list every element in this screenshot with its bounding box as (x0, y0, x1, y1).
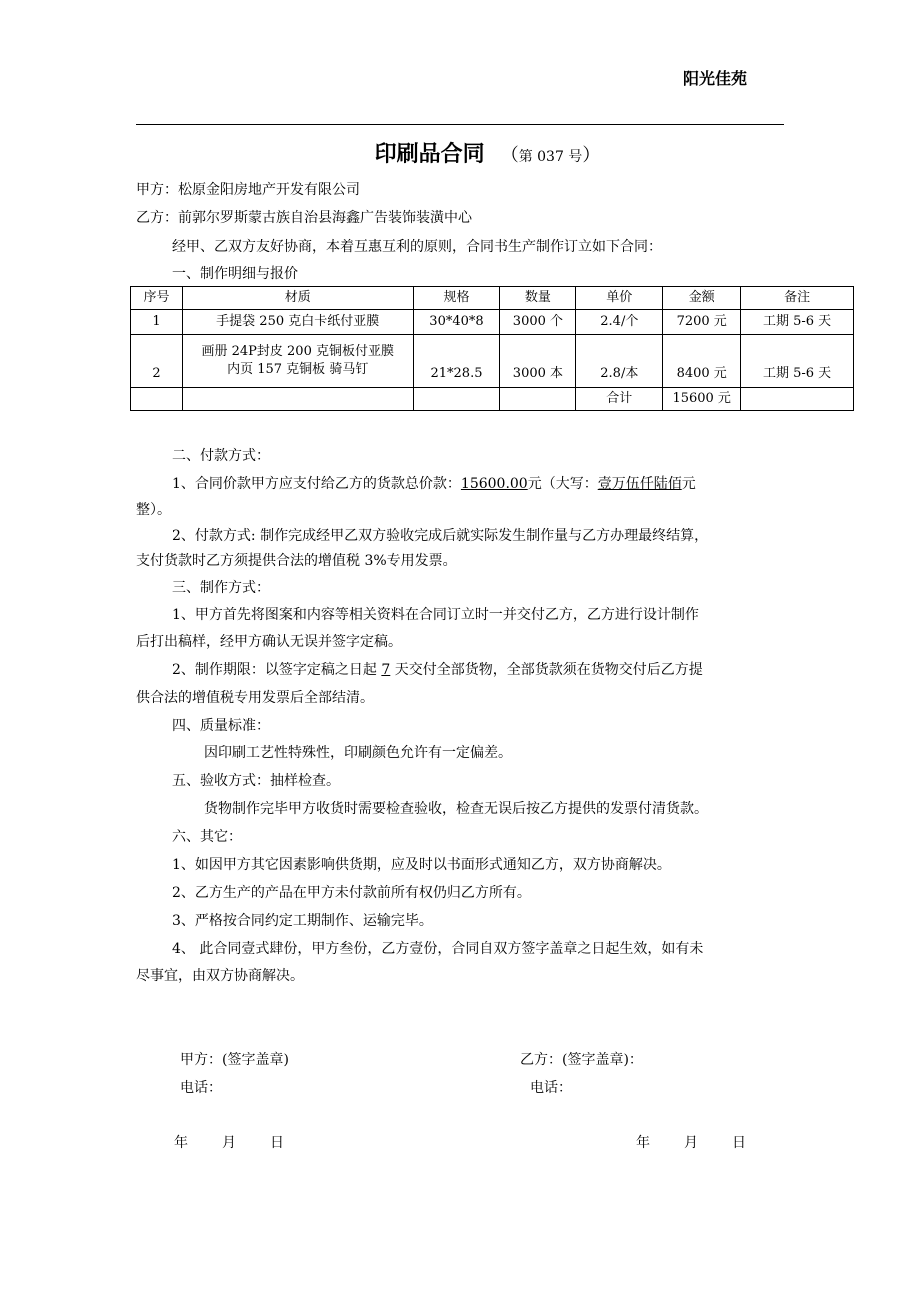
party-a-phone: 电话： (180, 1080, 222, 1096)
row-note: 工期 5-6 天 (741, 310, 854, 335)
row-quantity: 3000 个 (500, 310, 576, 335)
party-a-date-year: 年 (174, 1135, 188, 1151)
row-amount: 8400 元 (663, 335, 741, 388)
row-spec: 30*40*8 (413, 310, 500, 335)
total-label: 合计 (576, 388, 663, 411)
section5-title: 五、验收方式：抽样检查。 (172, 773, 340, 789)
table-total-row (131, 388, 854, 411)
row-number: 2 (131, 335, 183, 388)
party-b-date-day: 日 (732, 1135, 746, 1151)
header-rule (136, 124, 784, 125)
payment-words: 壹万伍仟陆佰 (597, 476, 682, 492)
party-a: 甲方：松原金阳房地产开发有限公司 (136, 182, 360, 198)
party-a-signature: 甲方：(签字盖章) (180, 1052, 289, 1068)
row-unit-price: 2.4/个 (576, 310, 663, 335)
document-title (0, 137, 920, 168)
other-item-4b: 尽事宜，由双方协商解决。 (136, 968, 304, 984)
table-header-cell: 单价 (576, 287, 663, 310)
deadline-prefix: 2、制作期限：以签字定稿之日起 (172, 662, 382, 678)
table-header-cell: 序号 (131, 287, 183, 310)
section2-title: 二、付款方式： (172, 448, 270, 464)
deadline-days: 7 (381, 662, 391, 678)
row-unit-price: 2.8/本 (576, 335, 663, 388)
row-material-line1: 画册 24P封皮 200 克铜板付亚膜 (201, 344, 394, 359)
other-item-3: 3、严格按合同约定工期制作、运输完毕。 (172, 913, 433, 929)
payment-amount: 15600.00 (460, 476, 528, 492)
row-material: 手提袋 250 克白卡纸付亚膜 (182, 310, 413, 335)
total-value: 15600 元 (663, 388, 741, 411)
table-header-cell: 金额 (663, 287, 741, 310)
payment-line-2b: 支付货款时乙方须提供合法的增值税 3%专用发票。 (136, 553, 457, 569)
section4-title: 四、质量标准： (172, 718, 270, 734)
make-line-1b: 后打出稿样，经甲方确认无误并签字定稿。 (136, 634, 402, 650)
party-b-date-month: 月 (684, 1135, 698, 1151)
table-row (131, 335, 854, 388)
table-header-cell: 备注 (741, 287, 854, 310)
section3-title: 三、制作方式： (172, 580, 270, 596)
items-table (130, 286, 854, 411)
other-item-2: 2、乙方生产的产品在甲方未付款前所有权仍归乙方所有。 (172, 885, 531, 901)
payment-mid: 元（大写： (527, 476, 598, 492)
make-line-1a: 1、甲方首先将图案和内容等相关资料在合同订立时一并交付乙方，乙方进行设计制作 (172, 607, 699, 623)
contract-number: 第 037 号 (518, 149, 583, 165)
section6-title: 六、其它： (172, 829, 242, 845)
row-material-line2: 内页 157 克铜板 骑马钉 (227, 362, 369, 377)
row-number: 1 (131, 310, 183, 335)
make-line-2a (172, 660, 703, 680)
empty-cell (182, 388, 413, 411)
table-header-cell: 规格 (413, 287, 500, 310)
payment-suffix: 元 (681, 476, 696, 492)
intro-text: 经甲、乙双方友好协商，本着互惠互利的原则，合同书生产制作订立如下合同： (172, 239, 662, 255)
empty-cell (413, 388, 500, 411)
brand-name: 阳光佳苑 (683, 69, 748, 88)
other-item-1: 1、如因甲方其它因素影响供货期，应及时以书面形式通知乙方，双方协商解决。 (172, 857, 671, 873)
deadline-suffix: 天交付全部货物，全部货款须在货物交付后乙方提 (390, 662, 703, 678)
row-spec: 21*28.5 (413, 335, 500, 388)
party-b: 乙方：前郭尔罗斯蒙古族自治县海鑫广告装饰装潢中心 (136, 210, 472, 226)
empty-cell (741, 388, 854, 411)
row-material (182, 335, 413, 388)
payment-prefix: 1、合同价款甲方应支付给乙方的货款总价款： (172, 476, 461, 492)
party-a-date-month: 月 (222, 1135, 236, 1151)
table-row (131, 310, 854, 335)
title-open-paren: （ (500, 145, 519, 166)
party-b-phone: 电话： (530, 1080, 572, 1096)
make-line-2b: 供合法的增值税专用发票后全部结清。 (136, 690, 374, 706)
title-close-paren: ） (582, 145, 601, 166)
other-item-4a: 4、 此合同壹式肆份，甲方叁份，乙方壹份，合同自双方签字盖章之日起生效，如有未 (172, 941, 704, 957)
party-b-date-year: 年 (636, 1135, 650, 1151)
section1-title: 一、制作明细与报价 (172, 266, 298, 282)
table-header-row (131, 287, 854, 310)
payment-line-2a: 2、付款方式: 制作完成经甲乙双方验收完成后就实际发生制作量与乙方办理最终结算， (172, 528, 709, 544)
title-text: 印刷品合同 (374, 142, 485, 167)
row-amount: 7200 元 (663, 310, 741, 335)
empty-cell (131, 388, 183, 411)
empty-cell (500, 388, 576, 411)
table-header-cell: 数量 (500, 287, 576, 310)
party-b-signature: 乙方：(签字盖章)： (520, 1052, 643, 1068)
row-note: 工期 5-6 天 (741, 335, 854, 388)
row-quantity: 3000 本 (500, 335, 576, 388)
quality-text: 因印刷工艺性特殊性，印刷颜色允许有一定偏差。 (204, 745, 512, 761)
acceptance-text: 货物制作完毕甲方收货时需要检查验收，检查无误后按乙方提供的发票付清货款。 (204, 801, 708, 817)
table-header-cell: 材质 (182, 287, 413, 310)
payment-line-1 (172, 474, 696, 494)
party-a-date-day: 日 (270, 1135, 284, 1151)
payment-line-1b: 整）。 (136, 502, 171, 518)
